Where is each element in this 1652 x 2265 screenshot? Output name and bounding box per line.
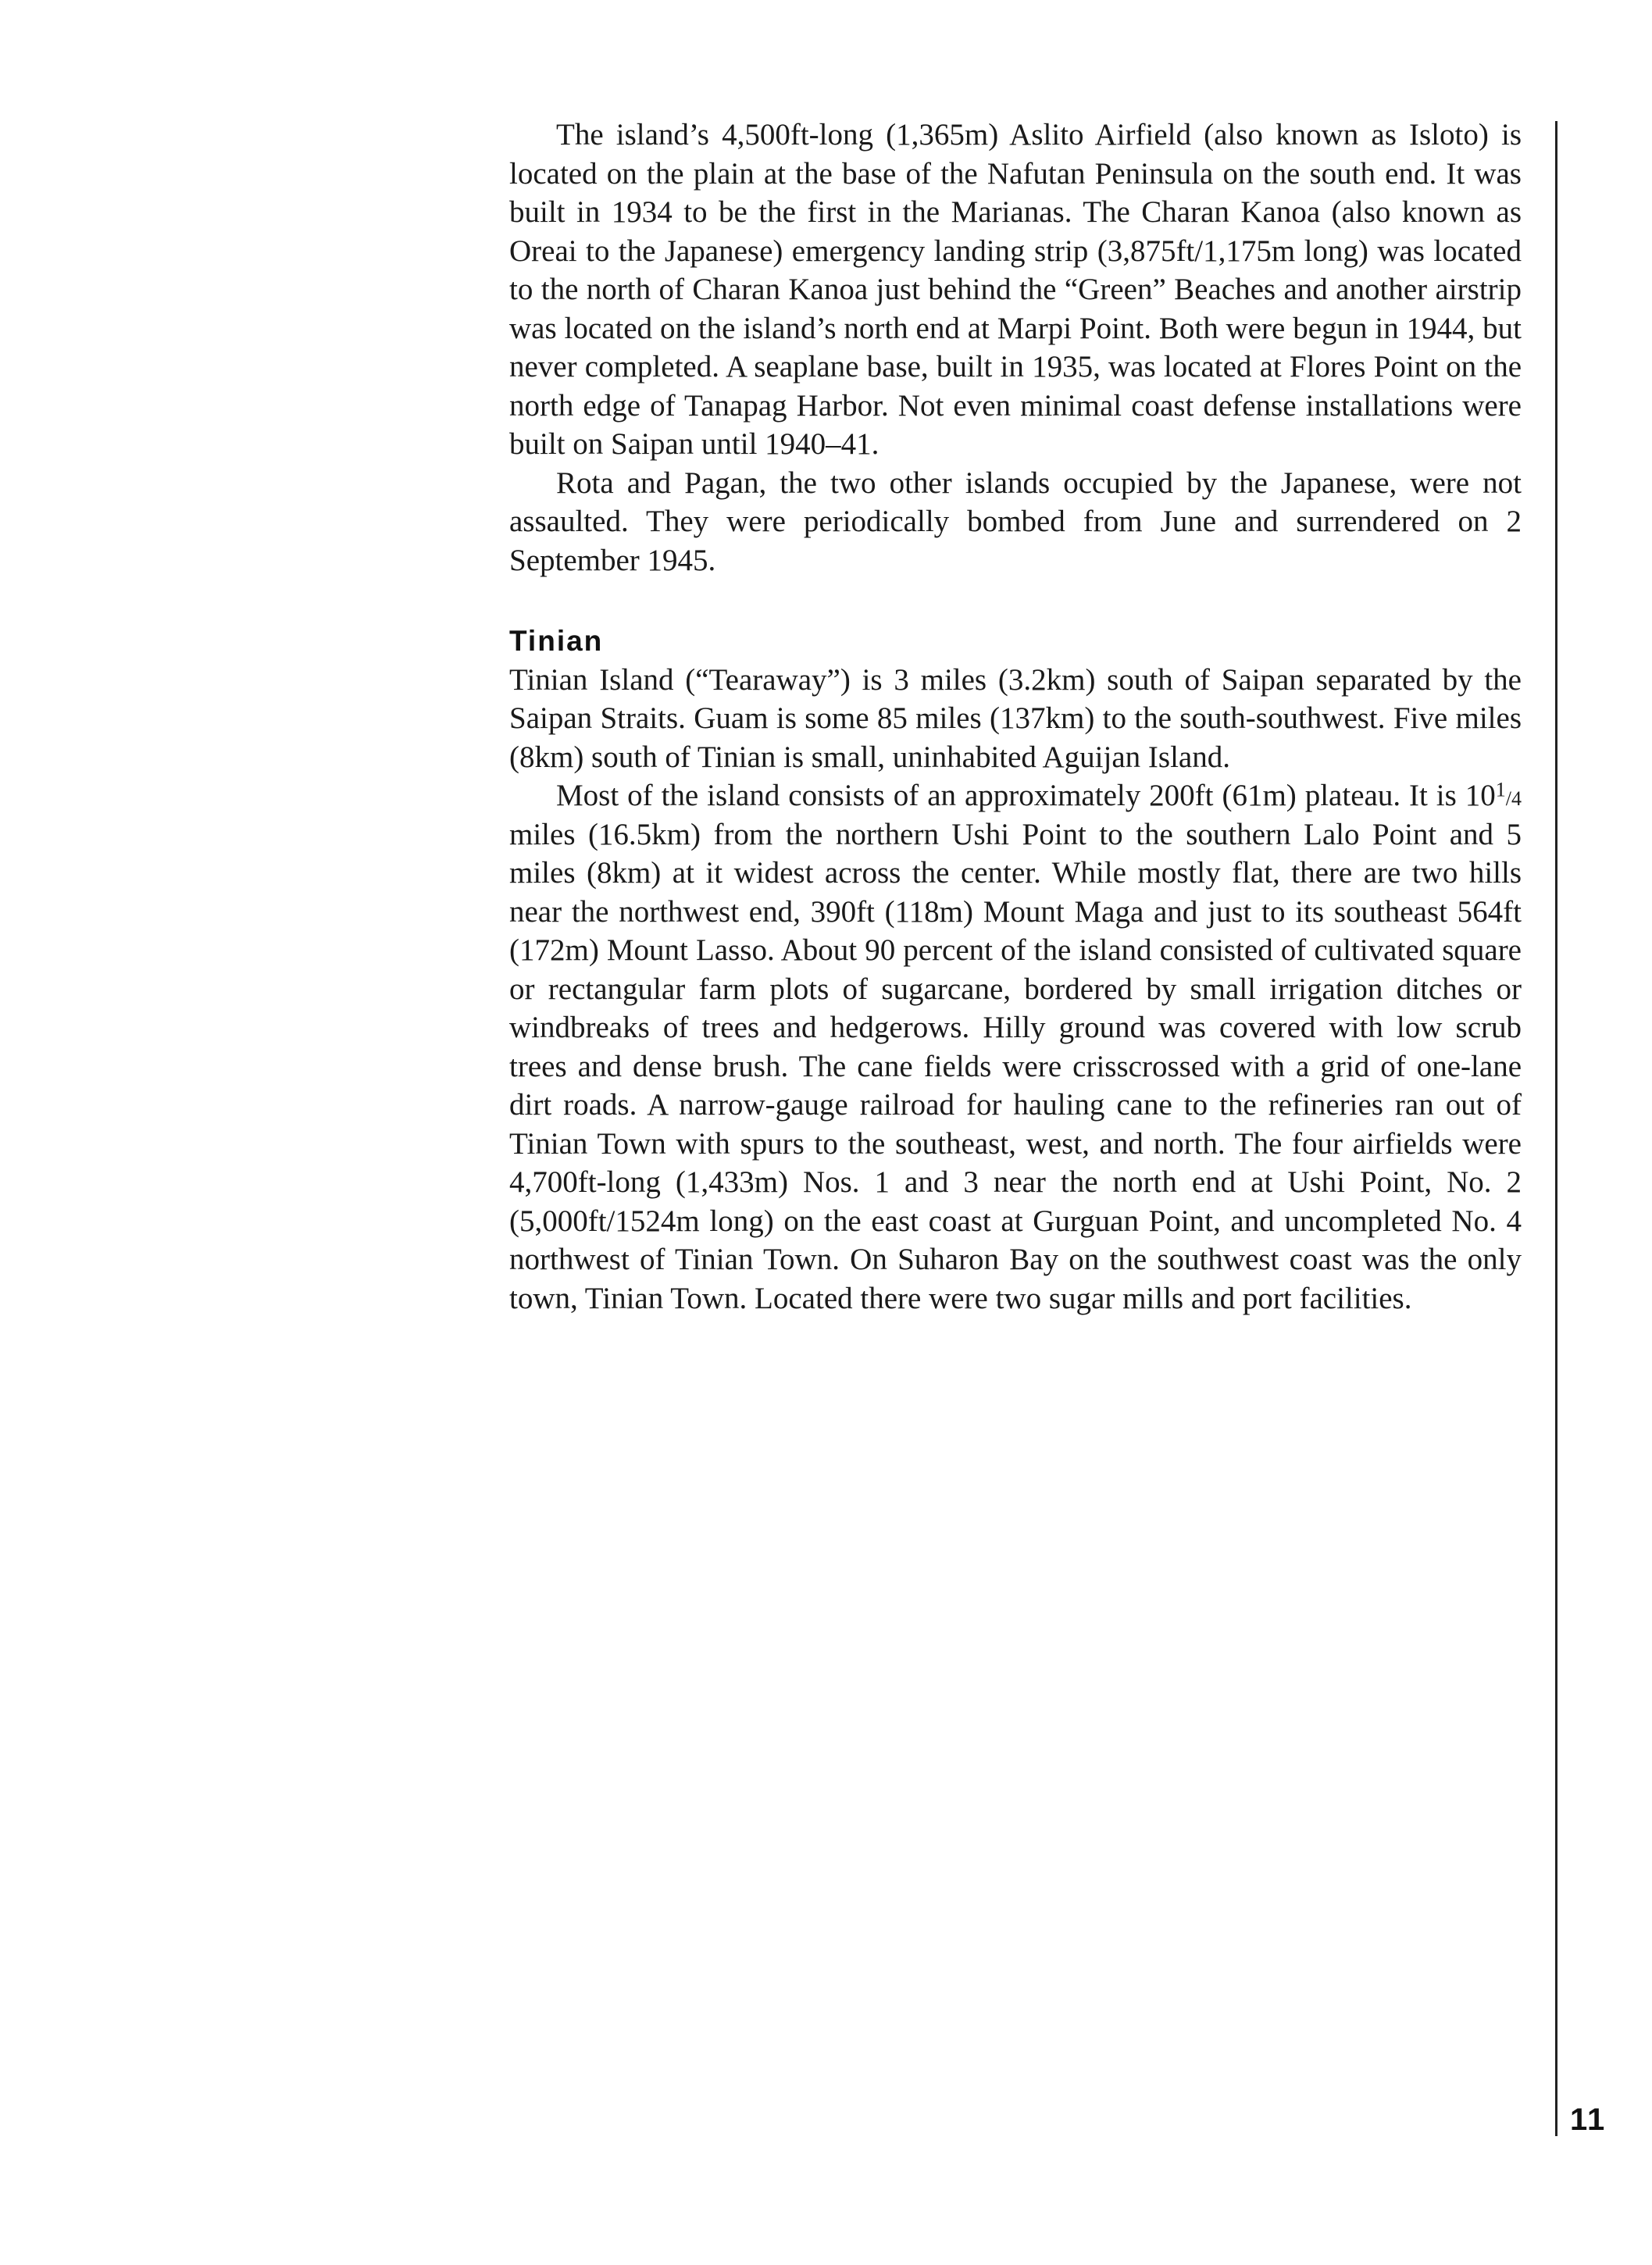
- body-text-column: [509, 116, 1522, 1318]
- page-number: 11: [1570, 2103, 1607, 2137]
- fraction-numerator: 1: [1495, 778, 1506, 801]
- section-heading-tinian: Tinian: [509, 625, 604, 657]
- fraction-denominator: 4: [1511, 787, 1522, 810]
- fraction-slash: /: [1505, 787, 1511, 810]
- paragraph-airfields: The island’s 4,500ft-long (1,365m) Aslito Airfield (also known as Isloto) is located on the plain at the base of the Nafutan Peninsula on the south end. It was built in 1934 to be the first in the Marianas. The Charan Kanoa (also known as Oreai to the Japanese) emergency landing strip (3,875ft/1,175m long) was located to the north of Charan Kanoa just behind the “Green” Beaches and another airstrip was located on the island’s north end at Marpi Point. Both were begun in 1944, but never completed. A seaplane base, built in 1935, was located at Flores Point on the north edge of Tanapag Harbor. Not even minimal coast defense installations were built on Saipan until 1940–41.: [509, 118, 1522, 461]
- geography-text-rest: miles (16.5km) from the northern Ushi Point to the southern Lalo Point and 5 miles (8km) at it widest across the center. While mostly flat, there are two hills near the northwest end, 390ft (118m) Mount Maga and just to its southeast 564ft (172m) Mount Lasso. About 90 percent of the island consisted of cultivated square or rectangular farm plots of sugarcane, bordered by small irrigation ditches or windbreaks of trees and hedgerows. Hilly ground was covered with low scrub trees and dense brush. The cane fields were crisscrossed with a grid of one-lane dirt roads. A narrow-gauge railroad for hauling cane to the refineries ran out of Tinian Town with spurs to the southeast, west, and north. The four airfields were 4,700ft-long (1,433m) Nos. 1 and 3 near the north end at Ushi Point, No. 2 (5,000ft/1524m long) on the east coast at Gurguan Point, and uncompleted No. 4 northwest of Tinian Town. On Suharon Bay on the southwest coast was the only town, Tinian Town. Located there were two sugar mills and port facilities.: [509, 817, 1522, 1315]
- paragraph-rota-pagan: Rota and Pagan, the two other islands occupied by the Japanese, were not assaulted. They were periodically bombed from June and surrendered on 2 September 1945.: [509, 465, 1522, 577]
- geography-text-start: Most of the island consists of an approximately 200ft (61m) plateau. It is 10: [556, 779, 1496, 812]
- margin-vertical-rule: [1555, 121, 1557, 2136]
- paragraph-tinian-location: Tinian Island (“Tearaway”) is 3 miles (3.2km) south of Saipan separated by the Saipan Straits. Guam is some 85 miles (137km) to the south-southwest. Five miles (8km) south of Tinian is small, uninhabited Aguijan Island.: [509, 662, 1522, 774]
- paragraph-tinian-geography: [509, 776, 1522, 1318]
